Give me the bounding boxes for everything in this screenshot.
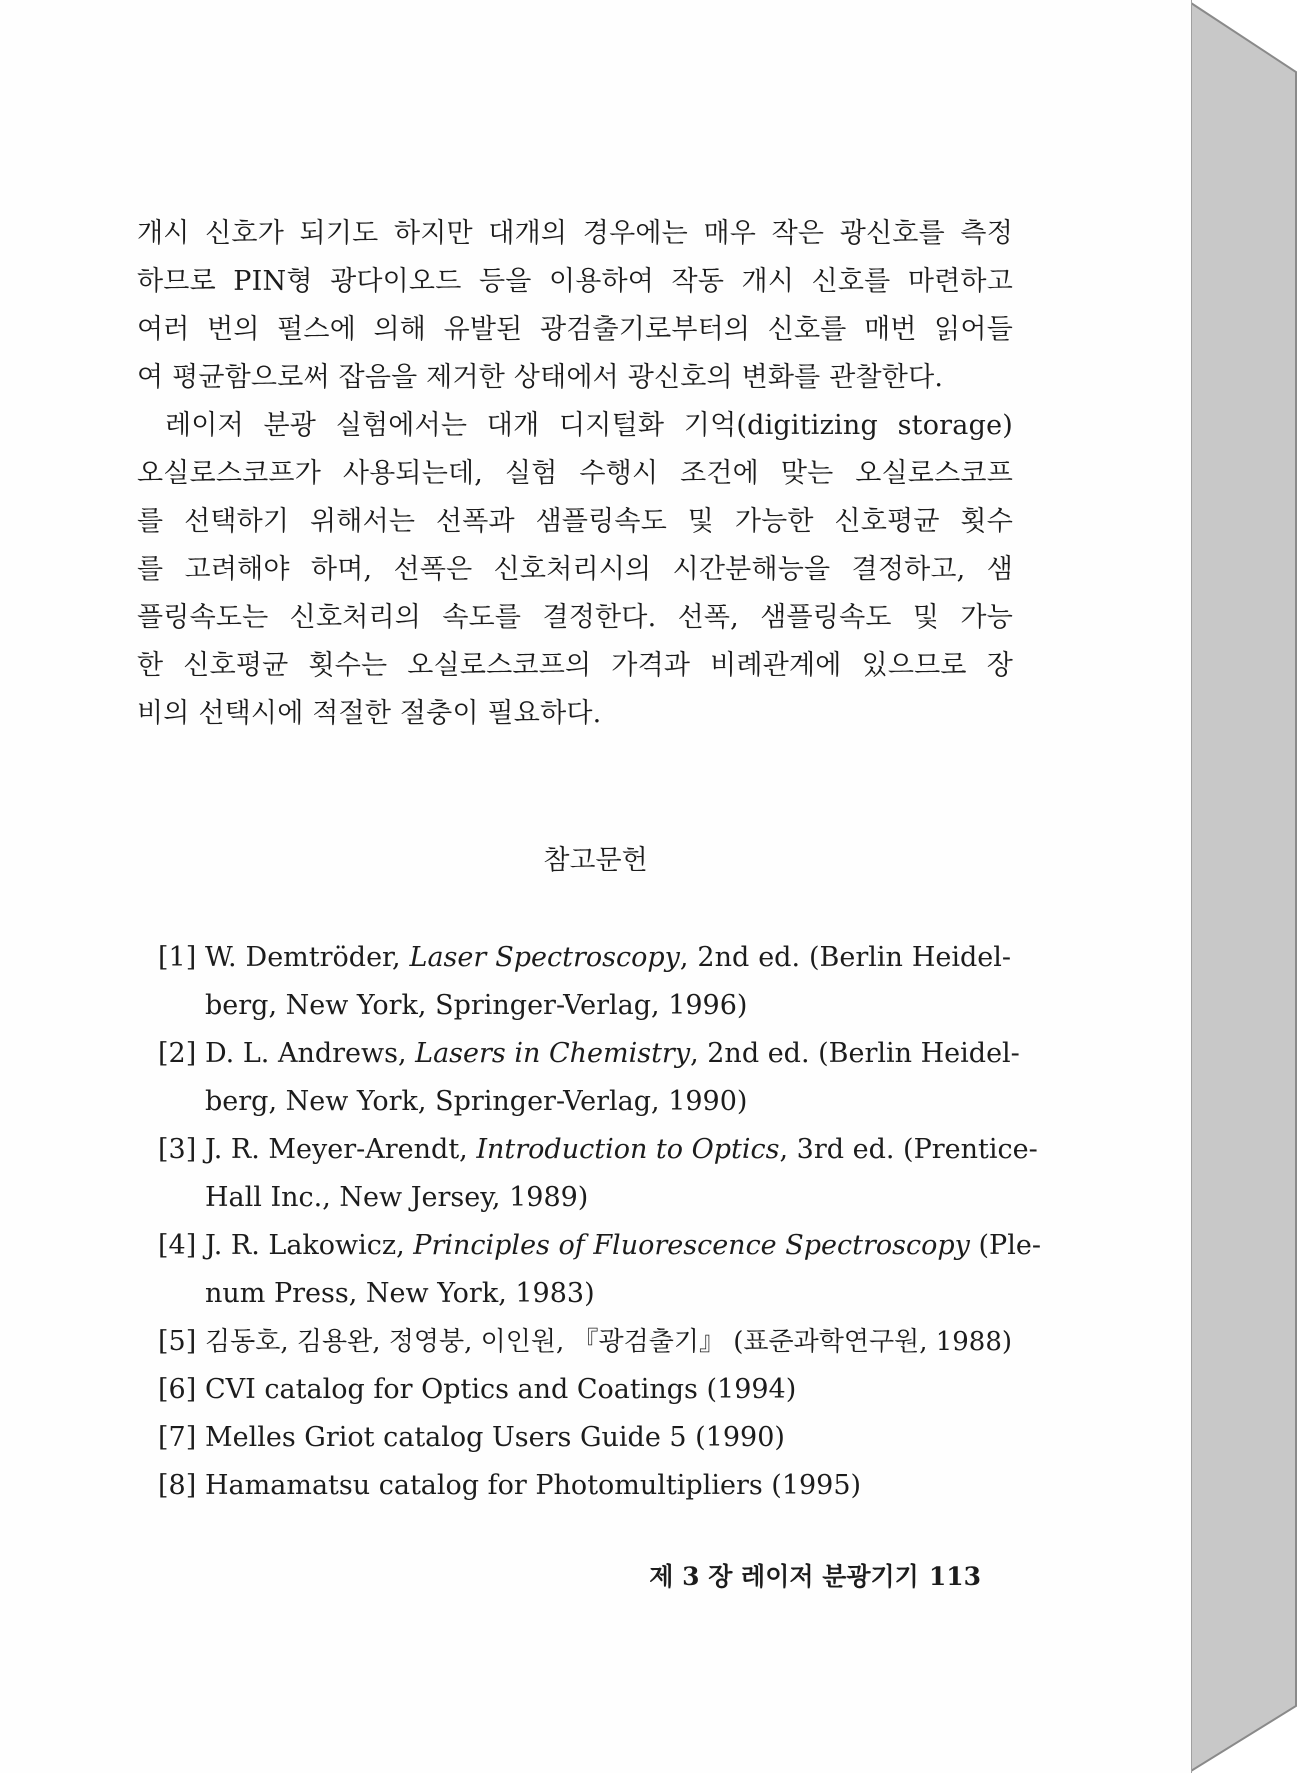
reference-line: Melles Griot catalog Users Guide 5 (1990) (205, 1422, 785, 1453)
reference-number: [5] (158, 1326, 197, 1357)
body-line: 비의 선택시에 적절한 절충이 필요하다. (137, 698, 602, 729)
reference-number: [8] (158, 1470, 197, 1501)
reference-number: [7] (158, 1422, 197, 1453)
page: 개시 신호가 되기도 하지만 대개의 경우에는 매우 작은 광신호를 측정 하므로 PIN형 광다이오드 등을 이용하여 작동 개시 신호를 마련하고 여러 번의 펄스에 의해 유발된 광검출기로부터의 신호를 매번 읽어들 여 평균함으로써 잡음을 제거한 상태에서 광신호의 변화를 관찰한다. 레이저 분광 실험에서는 대개 디지털화 기억(digitizing storage) 오실로스코프가 사용되는데, 실험 수행시 조건에 맞는 오실로스코프 를 선택하기 위해서는 선폭과 샘플링속도 및 가능한 신호평균 횟수 를 고려해야 하며, 선폭은 신호처리시의 시간분해능을 결정하고, 샘 플링속도는 신호처리의 속도를 결정한다. 선폭, 샘플링속도 및 가능 한 신호평균 횟수는 오실로스코프의 가격과 비례관계에 있으므로 장 비의 선택시에 적절한 절충이 필요하다. 참고문헌 [1] W. Demtröder, Laser Spectroscopy, 2nd ed. (Berlin Heidel- berg, New York, Springer-Verlag, 1996) [2] D. L. Andrews, Lasers in Chemistry, 2nd ed. (Berlin Heidel- berg, New York, Springer-Verlag, 1990) [3] J. R. Meyer-Arendt, Introduction to Optics, 3rd ed. (Prentice- Hall Inc., New Jersey, 1989) [4] J. R. Lakowicz, Principles of Fluorescence Spectroscopy (Ple- num Press, New York, 1983) [5] 김동호, 김용완, 정영붕, 이인원, 『광검출기』 (표준과학연구원, 1988) [6] CVI catalog for Optics and Coatings (1994) [7] Melles Griot catalog Users Guide 5 (1990) [8] Hamamatsu catalog for Photomultipliers (1995) 제 3 장 레이저 분광기기 113 (0, 0, 1191, 1773)
body-line: 하므로 PIN형 광다이오드 등을 이용하여 작동 개시 신호를 마련하고 (137, 266, 1013, 297)
body-line: 를 고려해야 하며, 선폭은 신호처리시의 시간분해능을 결정하고, 샘 (137, 554, 1013, 585)
references-heading: 참고문헌 (543, 845, 648, 876)
body-line: 여러 번의 펄스에 의해 유발된 광검출기로부터의 신호를 매번 읽어들 (137, 314, 1013, 345)
body-line: 개시 신호가 되기도 하지만 대개의 경우에는 매우 작은 광신호를 측정 (137, 218, 1013, 249)
reference-number: [4] (158, 1230, 197, 1261)
reference-line: W. Demtröder, Laser Spectroscopy, 2nd ed. (Berlin Heidel- (205, 942, 1012, 973)
body-line: 한 신호평균 횟수는 오실로스코프의 가격과 비례관계에 있으므로 장 (137, 650, 1013, 681)
reference-line: J. R. Meyer-Arendt, Introduction to Optics, 3rd ed. (Prentice- (205, 1134, 1038, 1165)
body-line: 레이저 분광 실험에서는 대개 디지털화 기억(digitizing storage) (165, 410, 1013, 441)
reference-number: [1] (158, 942, 197, 973)
reference-line: 김동호, 김용완, 정영붕, 이인원, 『광검출기』 (표준과학연구원, 1988) (205, 1327, 1013, 1357)
body-line: 플링속도는 신호처리의 속도를 결정한다. 선폭, 샘플링속도 및 가능 (137, 602, 1013, 633)
reference-number: [3] (158, 1134, 197, 1165)
reference-number: [2] (158, 1038, 197, 1069)
body-line: 오실로스코프가 사용되는데, 실험 수행시 조건에 맞는 오실로스코프 (137, 458, 1013, 489)
reference-number: [6] (158, 1374, 197, 1405)
page-number: 113 (928, 1562, 981, 1591)
body-line: 를 선택하기 위해서는 선폭과 샘플링속도 및 가능한 신호평균 횟수 (137, 506, 1013, 537)
reference-line: D. L. Andrews, Lasers in Chemistry, 2nd ed. (Berlin Heidel- (205, 1038, 1020, 1069)
running-footer (0, 1557, 981, 1593)
reference-line: CVI catalog for Optics and Coatings (1994) (205, 1374, 797, 1405)
footer-chapter: 제 3 장 레이저 분광기기 (649, 1562, 919, 1591)
reference-line: Hamamatsu catalog for Photomultipliers (1995) (205, 1470, 862, 1501)
reference-line: J. R. Lakowicz, Principles of Fluorescence Spectroscopy (Ple- (205, 1230, 1041, 1261)
body-line: 여 평균함으로써 잡음을 제거한 상태에서 광신호의 변화를 관찰한다. (137, 362, 944, 393)
